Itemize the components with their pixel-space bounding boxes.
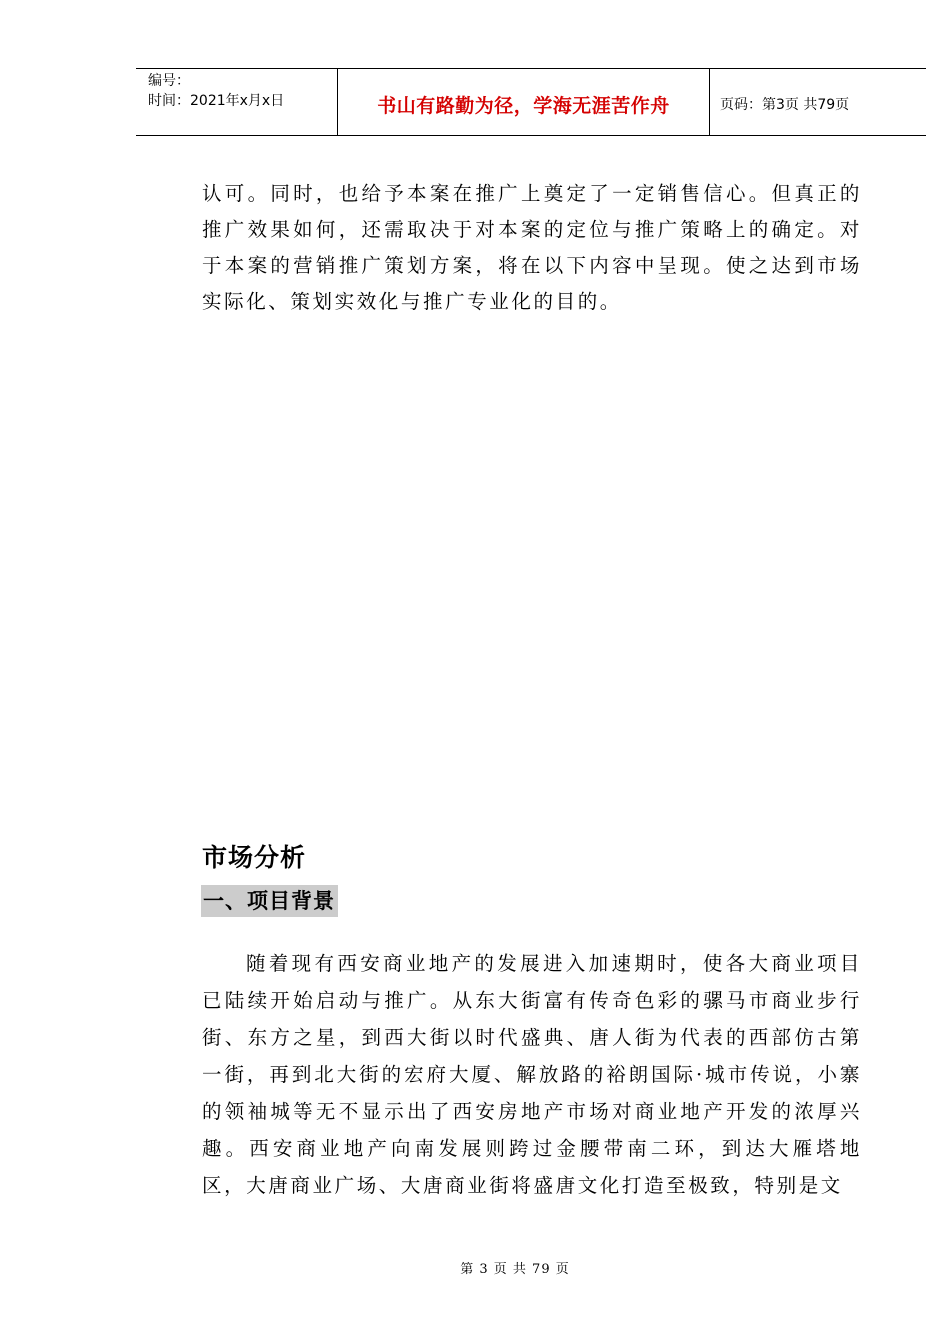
header-meta-cell (136, 69, 338, 135)
header-page-cell (710, 71, 926, 137)
page-footer: 第 3 页 共 79 页 (460, 1262, 570, 1277)
header-motto: 书山有路勤为径，学海无涯苦作舟 (377, 94, 670, 117)
subsection-title: 一、项目背景 (201, 885, 338, 917)
header-number-label: 编号： (148, 73, 190, 89)
header-page-info: 页码：第3页 共79页 (720, 97, 850, 113)
header-motto-cell (338, 69, 710, 135)
body-paragraph-top: 认可。同时，也给予本案在推广上奠定了一定销售信心。但真正的推广效果如何，还需取决于对本案的定位与推广策略上的确定。对于本案的营销推广策划方案，将在以下内容中呈现。使之达到市场实际化、策划实效化与推广专业化的目的。 (202, 181, 862, 313)
section-title: 市场分析 (202, 843, 307, 872)
page-header (136, 68, 926, 136)
header-time-label: 时间：2021年x月x日 (148, 93, 285, 109)
body-paragraph-bottom: 随着现有西安商业地产的发展进入加速期时，使各大商业项目已陆续开始启动与推广。从东大街富有传奇色彩的骡马市商业步行街、东方之星，到西大街以时代盛典、唐人街为代表的西部仿古第一街，再到北大街的宏府大厦、解放路的裕朗国际·城市传说，小寨的领袖城等无不显示出了西安房地产市场对商业地产开发的浓厚兴趣。西安商业地产向南发展则跨过金腰带南二环，到达大雁塔地区，大唐商业广场、大唐商业街将盛唐文化打造至极致，特别是文 (202, 951, 862, 1197)
